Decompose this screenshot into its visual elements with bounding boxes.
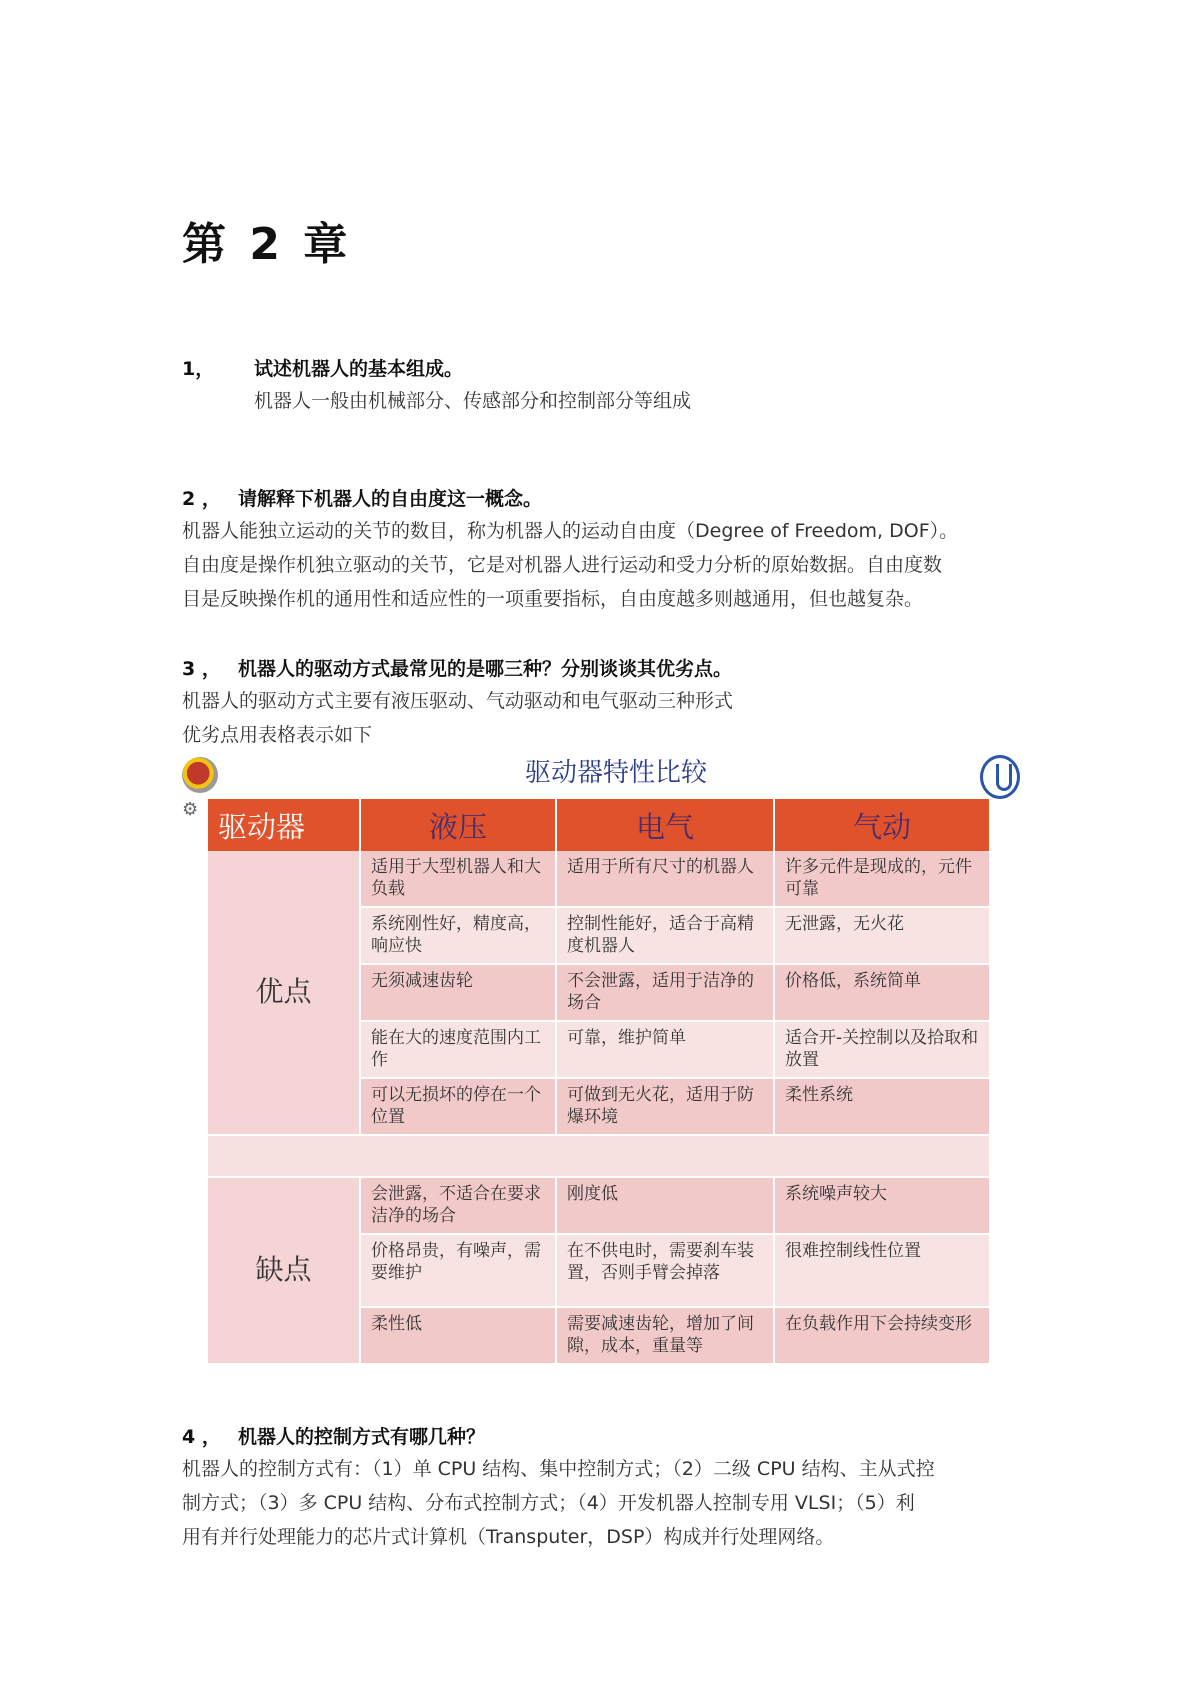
answer-line: 优劣点用表格表示如下 [182, 724, 373, 746]
table-cell: 可以无损坏的停在一个位置 [360, 1078, 556, 1135]
disadvantages-label: 缺点 [208, 1177, 360, 1364]
table-cell: 价格低，系统简单 [774, 964, 990, 1021]
figure-title: 驱动器特性比较 [524, 758, 707, 788]
table-cell: 能在大的速度范围内工作 [360, 1021, 556, 1078]
table-row [208, 851, 990, 907]
university-logo-icon [980, 755, 1020, 799]
answer-line: 机器人的驱动方式主要有液压驱动、气动驱动和电气驱动三种形式 [182, 690, 734, 712]
table-cell: 许多元件是现成的，元件可靠 [774, 851, 990, 907]
question-3 [182, 654, 1022, 752]
table-spacer-row [208, 1135, 990, 1177]
table-cell: 柔性系统 [774, 1078, 990, 1135]
question-number: 1， [182, 358, 215, 380]
header-cell: 电气 [556, 799, 774, 851]
actuator-comparison-figure [182, 751, 1020, 1379]
question-number: 2 ， [182, 488, 221, 510]
answer-line: 自由度是操作机独立驱动的关节，它是对机器人进行运动和受力分析的原始数据。自由度数 [182, 554, 943, 576]
gear-icon: ⚙ [182, 799, 199, 820]
table-cell: 适合开-关控制以及拾取和放置 [774, 1021, 990, 1078]
question-title: 请解释下机器人的自由度这一概念。 [238, 488, 543, 510]
table-cell: 不会泄露，适用于洁净的场合 [556, 964, 774, 1021]
table-cell: 需要减速齿轮，增加了间隙，成本，重量等 [556, 1307, 774, 1364]
table-cell: 无泄露，无火花 [774, 907, 990, 964]
question-number: 3 ， [182, 658, 221, 680]
header-cell: 液压 [360, 799, 556, 851]
table-cell: 系统刚性好，精度高，响应快 [360, 907, 556, 964]
answer-line: 机器人一般由机械部分、传感部分和控制部分等组成 [254, 390, 692, 412]
answer-line: 制方式；（3）多 CPU 结构、分布式控制方式；（4）开发机器人控制专用 VLSI；（5）利 [182, 1492, 915, 1514]
comparison-table [208, 799, 991, 1365]
question-title: 机器人的控制方式有哪几种？ [238, 1426, 486, 1448]
table-cell: 刚度低 [556, 1177, 774, 1234]
table-cell: 可靠，维护简单 [556, 1021, 774, 1078]
question-1 [182, 354, 1022, 418]
table-cell: 柔性低 [360, 1307, 556, 1364]
spacer-cell [208, 1135, 990, 1177]
header-cell: 气动 [774, 799, 990, 851]
question-title: 试述机器人的基本组成。 [254, 358, 464, 380]
question-number: 4 ， [182, 1426, 221, 1448]
table-cell: 系统噪声较大 [774, 1177, 990, 1234]
answer-line: 用有并行处理能力的芯片式计算机（Transputer，DSP）构成并行处理网络。 [182, 1526, 835, 1548]
answer-line: 目是反映操作机的通用性和适应性的一项重要指标，自由度越多则越通用，但也越复杂。 [182, 588, 924, 610]
question-2 [182, 484, 1022, 616]
table-cell: 可做到无火花，适用于防爆环境 [556, 1078, 774, 1135]
table-cell: 在不供电时，需要刹车装置，否则手臂会掉落 [556, 1234, 774, 1307]
table-cell: 价格昂贵，有噪声，需要维护 [360, 1234, 556, 1307]
table-row [208, 1177, 990, 1234]
table-cell: 无须减速齿轮 [360, 964, 556, 1021]
table-cell: 控制性能好，适合于高精度机器人 [556, 907, 774, 964]
advantages-label: 优点 [208, 851, 360, 1135]
table-cell: 很难控制线性位置 [774, 1234, 990, 1307]
answer-line: 机器人的控制方式有：（1）单 CPU 结构、集中控制方式；（2）二级 CPU 结构、主从式控 [182, 1458, 935, 1480]
header-cell: 驱动器 [208, 799, 360, 851]
table-cell: 会泄露，不适合在要求洁净的场合 [360, 1177, 556, 1234]
table-cell: 适用于所有尺寸的机器人 [556, 851, 774, 907]
table-cell: 在负载作用下会持续变形 [774, 1307, 990, 1364]
table-cell: 适用于大型机器人和大负载 [360, 851, 556, 907]
question-title: 机器人的驱动方式最常见的是哪三种？分别谈谈其优劣点。 [238, 658, 733, 680]
question-4 [182, 1422, 1022, 1554]
answer-line: 机器人能独立运动的关节的数目，称为机器人的运动自由度（Degree of Freedom, DOF）。 [182, 520, 959, 542]
chapter-title: 第 2 章 [182, 219, 352, 270]
